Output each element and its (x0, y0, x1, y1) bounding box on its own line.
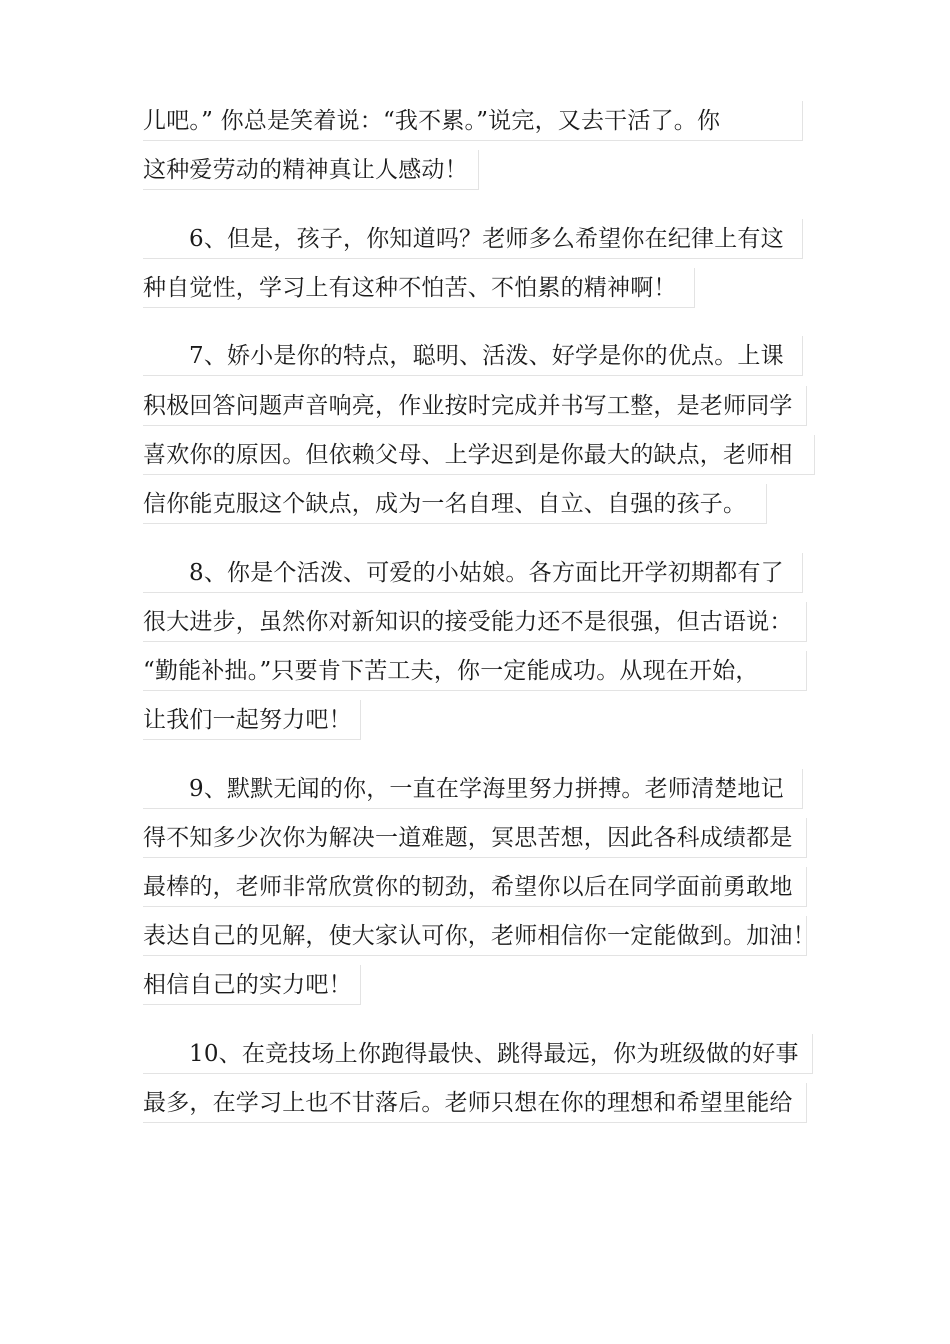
text-line-11: “勤能补拙。”只要肯下苦工夫，你一定能成功。从现在开始， (143, 651, 807, 691)
text-line-18: 10、在竞技场上你跑得最快、跳得最远，你为班级做的好事 (143, 1034, 813, 1074)
text-line-6: 积极回答问题声音响亮，作业按时完成并书写工整，是老师同学 (143, 386, 807, 426)
text-line-16: 表达自己的见解，使大家认可你，老师相信你一定能做到。加油！ (143, 916, 807, 956)
text-line-4: 种自觉性，学习上有这种不怕苦、不怕累的精神啊！ (143, 268, 695, 308)
text-line-3: 6、但是，孩子，你知道吗？老师多么希望你在纪律上有这 (143, 219, 803, 259)
text-line-10: 很大进步，虽然你对新知识的接受能力还不是很强，但古语说： (143, 602, 807, 642)
text-line-12: 让我们一起努力吧！ (143, 700, 361, 740)
text-line-2: 这种爱劳动的精神真让人感动！ (143, 150, 479, 190)
text-line-13: 9、默默无闻的你，一直在学海里努力拼搏。老师清楚地记 (143, 769, 803, 809)
text-line-19: 最多，在学习上也不甘落后。老师只想在你的理想和希望里能给 (143, 1083, 807, 1123)
text-line-1: 儿吧。” 你总是笑着说：“我不累。”说完，又去干活了。你 (143, 101, 803, 141)
text-line-5: 7、娇小是你的特点，聪明、活泼、好学是你的优点。上课 (143, 336, 803, 376)
text-line-17: 相信自己的实力吧！ (143, 965, 361, 1005)
text-line-7: 喜欢你的原因。但依赖父母、上学迟到是你最大的缺点，老师相 (143, 435, 815, 475)
text-line-15: 最棒的，老师非常欣赏你的韧劲，希望你以后在同学面前勇敢地 (143, 867, 807, 907)
text-line-9: 8、你是个活泼、可爱的小姑娘。各方面比开学初期都有了 (143, 553, 803, 593)
text-line-14: 得不知多少次你为解决一道难题，冥思苦想，因此各科成绩都是 (143, 818, 807, 858)
text-line-8: 信你能克服这个缺点，成为一名自理、自立、自强的孩子。 (143, 484, 767, 524)
